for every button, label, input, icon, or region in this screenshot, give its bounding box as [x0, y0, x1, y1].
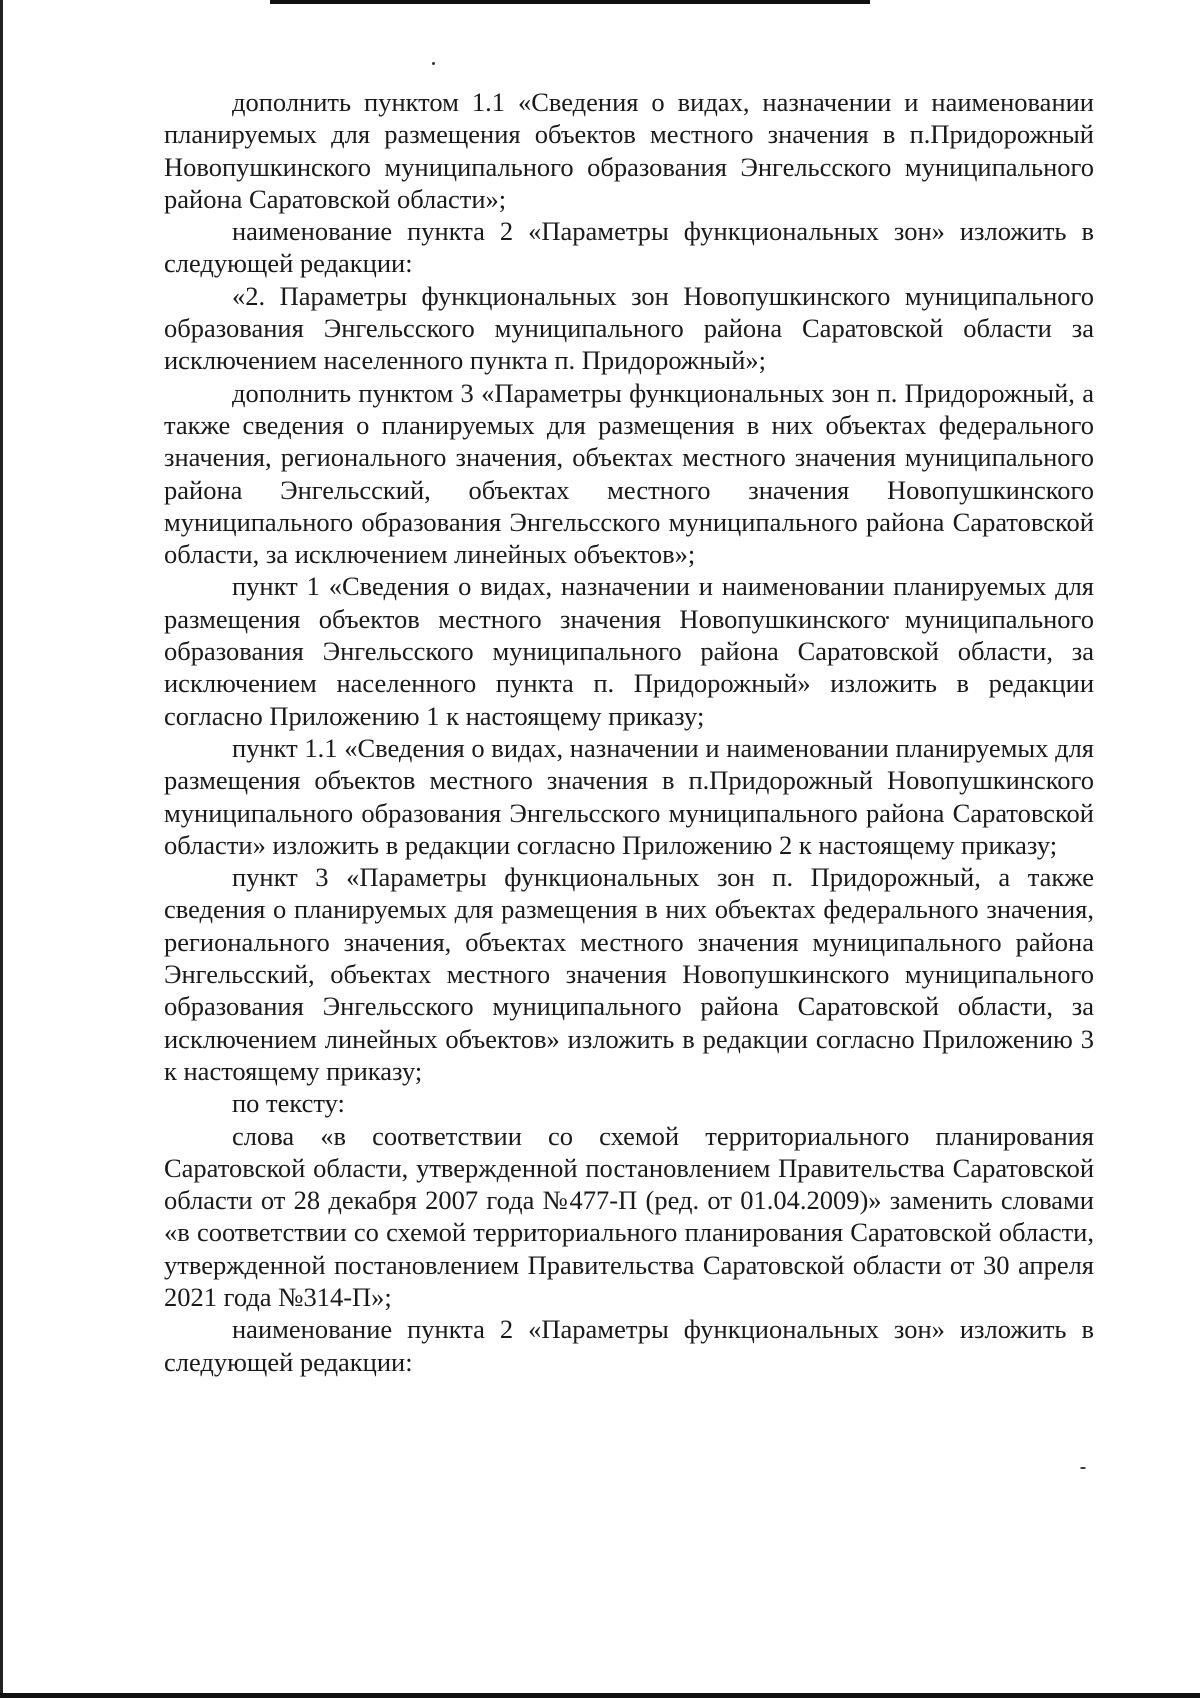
- scan-speck: [432, 62, 435, 65]
- scan-speck: [1080, 1467, 1086, 1469]
- paragraph-item-2-title: наименование пункта 2 «Параметры функциональных зон» изложить в следующей редакции:: [164, 216, 1094, 279]
- paragraph-throughout-text: по тексту:: [232, 1088, 345, 1119]
- scan-edge-bottom: [0, 1693, 1200, 1698]
- paragraph-item-1-1: пункт 1.1 «Сведения о видах, назначении и наименовании планируемых для размещения объектов местного значения в п.Придорожный Новопушкинского муниципального образования Энгельсского муниципального района Саратовской области» изложить в редакции согласно Приложению 2 к настоящему приказу;: [164, 732, 1094, 860]
- scan-edge-top: [270, 0, 870, 4]
- paragraph-add-item-1-1: дополнить пунктом 1.1 «Сведения о видах, назначении и наименовании планируемых для размещения объектов местного значения в п.Придорожный Новопушкинского муниципального образования Энгельсского муниципального района Саратовской области»;: [164, 87, 1094, 214]
- scan-edge-left: [0, 0, 3, 1698]
- paragraph-item-3: пункт 3 «Параметры функциональных зон п. Придорожный, а также сведения о планируемых для размещения в них объектах федерального значения, регионального значения, объектах местного значения муниципального района Энгельсский, объектах местного значения Новопушкинского муниципального образования Энгельсского муниципального района Саратовской области, за исключением линейных объектов» изложить в редакции согласно Приложению 3 к настоящему приказу;: [164, 862, 1094, 1086]
- paragraph-add-item-3: дополнить пунктом 3 «Параметры функциональных зон п. Придорожный, а также сведения о планируемых для размещения в них объектах федерального значения, регионального значения, объектах местного значения муниципального района Энгельсский, объектах местного значения Новопушкинского муниципального образования Энгельсского муниципального района Саратовской области, за исключением линейных объектов»;: [164, 377, 1094, 570]
- paragraph-item-2-new-wording: «2. Параметры функциональных зон Новопушкинского муниципального образования Энгельсского муниципального района Саратовской области за исключением населенного пункта п. Придорожный»;: [164, 280, 1094, 376]
- document-body: [164, 86, 1094, 1378]
- paragraph-item-2-title-final: наименование пункта 2 «Параметры функциональных зон» изложить в следующей редакции:: [164, 1314, 1094, 1377]
- paragraph-replace-words: слова «в соответствии со схемой территориального планирования Саратовской области, утвержденной постановлением Правительства Саратовской области от 28 декабря 2007 года №477-П (ред. от 01.04.2009)» заменить словами «в соответствии со схемой территориального планирования Саратовской области, утвержденной постановлением Правительства Саратовской области от 30 апреля 2021 года №314-П»;: [164, 1120, 1094, 1312]
- paragraph-item-1: пункт 1 «Сведения о видах, назначении и наименовании планируемых для размещения объектов местного значения Новопушкинского муниципального образования Энгельсского муниципального района Саратовской области, за исключением населенного пункта п. Придорожный» изложить в редакции согласно Приложению 1 к настоящему приказу;: [164, 571, 1094, 731]
